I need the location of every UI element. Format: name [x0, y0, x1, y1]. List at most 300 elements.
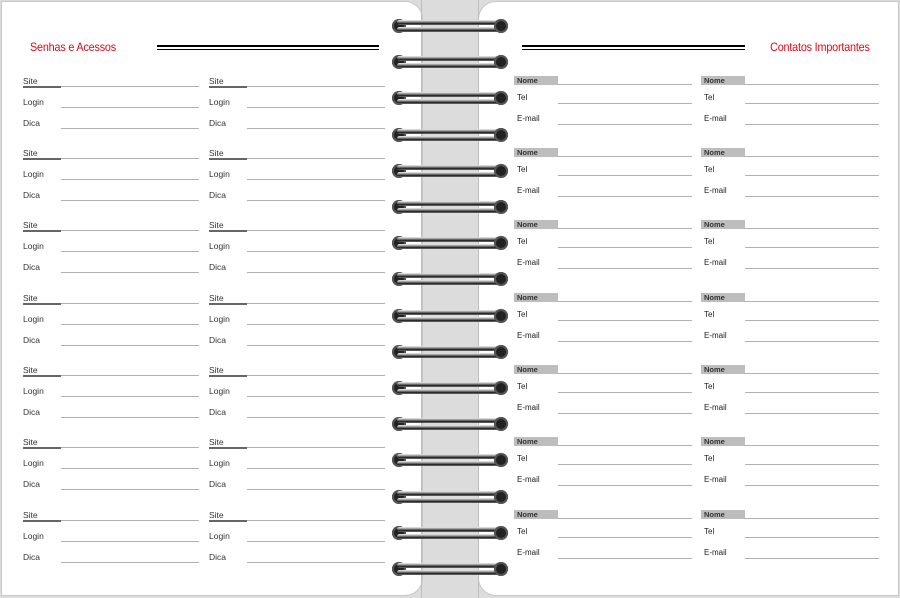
email-field[interactable]	[745, 268, 879, 269]
site-underline	[209, 158, 247, 160]
name-label: Nome	[701, 148, 745, 157]
phone-field[interactable]	[745, 103, 879, 104]
hint-field[interactable]	[61, 489, 199, 490]
email-field[interactable]	[745, 341, 879, 342]
ring-wire	[397, 201, 503, 206]
contact-entry	[701, 76, 879, 138]
name-label: Nome	[701, 220, 745, 229]
name-label: Nome	[701, 365, 745, 374]
hint-field[interactable]	[247, 417, 385, 418]
ring-hole	[494, 128, 508, 142]
phone-field[interactable]	[745, 392, 879, 393]
hint-row	[209, 262, 385, 276]
name-field[interactable]	[745, 301, 879, 302]
site-underline	[23, 303, 61, 305]
site-row	[23, 365, 199, 379]
spiral-ring	[392, 199, 508, 215]
spiral-ring	[392, 54, 508, 70]
phone-row	[514, 165, 692, 179]
hint-label: Dica	[209, 335, 227, 345]
phone-field[interactable]	[558, 392, 692, 393]
spiral-ring	[392, 235, 508, 251]
site-field[interactable]	[247, 158, 385, 159]
hint-row	[209, 335, 385, 349]
email-field[interactable]	[558, 196, 692, 197]
site-field[interactable]	[61, 520, 199, 521]
ring-wire	[397, 425, 503, 430]
email-row	[701, 331, 879, 345]
ring-wire	[397, 461, 503, 466]
email-field[interactable]	[558, 268, 692, 269]
email-label: E-mail	[517, 548, 540, 557]
spiral-ring	[392, 489, 508, 505]
site-label: Site	[209, 293, 224, 303]
login-field[interactable]	[247, 251, 385, 252]
name-field[interactable]	[558, 373, 692, 374]
spiral-ring	[392, 90, 508, 106]
phone-field[interactable]	[745, 247, 879, 248]
hint-row	[23, 479, 199, 493]
spiral-ring	[392, 525, 508, 541]
phone-label: Tel	[517, 382, 528, 391]
phone-label: Tel	[704, 527, 715, 536]
site-row	[23, 293, 199, 307]
login-field[interactable]	[247, 468, 385, 469]
email-label: E-mail	[517, 258, 540, 267]
login-row	[209, 458, 385, 472]
login-field[interactable]	[61, 324, 199, 325]
login-field[interactable]	[61, 541, 199, 542]
phone-row	[514, 382, 692, 396]
name-label: Nome	[514, 76, 558, 85]
ring-wire	[397, 63, 503, 68]
phone-field[interactable]	[558, 175, 692, 176]
ring-wire	[397, 99, 503, 104]
phone-row	[701, 237, 879, 251]
ring-wire	[397, 346, 503, 351]
name-label: Nome	[701, 76, 745, 85]
title-rule	[157, 45, 379, 50]
hint-field[interactable]	[247, 562, 385, 563]
spiral-ring	[392, 380, 508, 396]
ring-hole	[494, 55, 508, 69]
ring-wire	[397, 491, 503, 496]
phone-row	[514, 527, 692, 541]
site-row	[209, 76, 385, 90]
hint-field[interactable]	[247, 345, 385, 346]
site-field[interactable]	[247, 303, 385, 304]
site-label: Site	[23, 437, 38, 447]
email-field[interactable]	[558, 485, 692, 486]
contact-entry	[514, 220, 692, 282]
site-field[interactable]	[61, 303, 199, 304]
password-entry	[23, 76, 199, 138]
login-field[interactable]	[61, 468, 199, 469]
login-row	[23, 314, 199, 328]
contact-entry	[701, 220, 879, 282]
login-row	[209, 314, 385, 328]
site-label: Site	[209, 510, 224, 520]
login-row	[23, 386, 199, 400]
ring-hole	[494, 309, 508, 323]
hint-field[interactable]	[61, 272, 199, 273]
site-field[interactable]	[247, 520, 385, 521]
ring-wire	[397, 165, 503, 170]
password-entry	[209, 148, 385, 210]
phone-label: Tel	[517, 527, 528, 536]
site-field[interactable]	[247, 447, 385, 448]
spiral-ring	[392, 308, 508, 324]
site-row	[209, 293, 385, 307]
hint-row	[23, 335, 199, 349]
hint-field[interactable]	[247, 128, 385, 129]
login-row	[23, 97, 199, 111]
name-field[interactable]	[558, 518, 692, 519]
name-field[interactable]	[558, 84, 692, 85]
login-row	[209, 386, 385, 400]
site-row	[23, 220, 199, 234]
phone-label: Tel	[704, 237, 715, 246]
hint-row	[209, 479, 385, 493]
password-entry	[23, 437, 199, 499]
contact-entry	[514, 365, 692, 427]
name-field[interactable]	[558, 301, 692, 302]
email-field[interactable]	[558, 124, 692, 125]
site-label: Site	[23, 510, 38, 520]
hint-field[interactable]	[61, 200, 199, 201]
phone-row	[701, 382, 879, 396]
name-field[interactable]	[745, 518, 879, 519]
ring-wire	[397, 273, 503, 278]
login-label: Login	[209, 97, 230, 107]
site-underline	[209, 230, 247, 232]
phone-label: Tel	[517, 93, 528, 102]
site-label: Site	[209, 220, 224, 230]
name-label: Nome	[514, 510, 558, 519]
ring-wire	[397, 382, 503, 387]
right-page	[478, 1, 899, 596]
ring-hole	[494, 236, 508, 250]
email-row	[514, 331, 692, 345]
hint-field[interactable]	[247, 489, 385, 490]
login-label: Login	[23, 314, 44, 324]
hint-label: Dica	[23, 262, 41, 272]
hint-field[interactable]	[247, 200, 385, 201]
hint-field[interactable]	[61, 345, 199, 346]
email-label: E-mail	[517, 475, 540, 484]
password-entry	[23, 220, 199, 282]
name-field[interactable]	[558, 156, 692, 157]
login-field[interactable]	[247, 541, 385, 542]
site-label: Site	[23, 220, 38, 230]
login-row	[209, 531, 385, 545]
phone-field[interactable]	[558, 537, 692, 538]
login-row	[23, 241, 199, 255]
email-field[interactable]	[558, 558, 692, 559]
hint-label: Dica	[209, 118, 227, 128]
phone-label: Tel	[704, 310, 715, 319]
phone-field[interactable]	[558, 247, 692, 248]
name-label: Nome	[701, 293, 745, 302]
password-entry	[209, 76, 385, 138]
email-field[interactable]	[745, 124, 879, 125]
site-field[interactable]	[61, 230, 199, 231]
ring-wire	[397, 498, 503, 503]
phone-label: Tel	[704, 93, 715, 102]
site-field[interactable]	[61, 447, 199, 448]
title-rule	[522, 45, 745, 50]
password-entry	[209, 437, 385, 499]
hint-label: Dica	[23, 335, 41, 345]
email-label: E-mail	[704, 258, 727, 267]
site-field[interactable]	[61, 86, 199, 87]
ring-hole	[494, 381, 508, 395]
name-field[interactable]	[558, 445, 692, 446]
hint-label: Dica	[209, 190, 227, 200]
phone-row	[514, 93, 692, 107]
login-label: Login	[209, 458, 230, 468]
login-field[interactable]	[61, 107, 199, 108]
name-field[interactable]	[745, 373, 879, 374]
login-field[interactable]	[61, 396, 199, 397]
contact-entry	[514, 510, 692, 572]
login-field[interactable]	[61, 251, 199, 252]
name-field[interactable]	[745, 156, 879, 157]
login-label: Login	[209, 241, 230, 251]
site-underline	[209, 303, 247, 305]
ring-wire	[397, 454, 503, 459]
site-label: Site	[23, 365, 38, 375]
site-underline	[23, 375, 61, 377]
email-field[interactable]	[558, 413, 692, 414]
ring-wire	[397, 534, 503, 539]
hint-label: Dica	[23, 190, 41, 200]
name-field[interactable]	[558, 228, 692, 229]
email-label: E-mail	[704, 403, 727, 412]
ring-wire	[397, 353, 503, 358]
login-field[interactable]	[247, 324, 385, 325]
ring-wire	[397, 418, 503, 423]
contact-entry	[701, 510, 879, 572]
hint-field[interactable]	[61, 562, 199, 563]
email-field[interactable]	[745, 413, 879, 414]
name-field[interactable]	[745, 445, 879, 446]
ring-hole	[494, 345, 508, 359]
hint-label: Dica	[209, 479, 227, 489]
phone-field[interactable]	[558, 320, 692, 321]
login-field[interactable]	[247, 179, 385, 180]
site-label: Site	[209, 76, 224, 86]
name-field[interactable]	[745, 84, 879, 85]
phone-row	[701, 310, 879, 324]
login-row	[23, 531, 199, 545]
spiral-ring	[392, 163, 508, 179]
email-field[interactable]	[745, 558, 879, 559]
phone-field[interactable]	[745, 175, 879, 176]
spiral-ring	[392, 416, 508, 432]
site-underline	[23, 447, 61, 449]
login-label: Login	[23, 386, 44, 396]
ring-hole	[494, 562, 508, 576]
contact-entry	[514, 437, 692, 499]
hint-row	[23, 552, 199, 566]
email-label: E-mail	[704, 114, 727, 123]
ring-wire	[397, 563, 503, 568]
site-row	[23, 510, 199, 524]
left-page	[1, 1, 423, 596]
ring-wire	[397, 92, 503, 97]
phone-label: Tel	[704, 382, 715, 391]
email-row	[514, 548, 692, 562]
login-label: Login	[209, 386, 230, 396]
phone-field[interactable]	[745, 320, 879, 321]
phone-label: Tel	[517, 310, 528, 319]
site-field[interactable]	[61, 375, 199, 376]
ring-wire	[397, 208, 503, 213]
login-label: Login	[23, 241, 44, 251]
ring-wire	[397, 389, 503, 394]
login-row	[209, 169, 385, 183]
hint-label: Dica	[209, 407, 227, 417]
site-row	[23, 437, 199, 451]
ring-wire	[397, 280, 503, 285]
email-label: E-mail	[704, 475, 727, 484]
email-row	[701, 475, 879, 489]
hint-row	[23, 262, 199, 276]
login-field[interactable]	[61, 179, 199, 180]
hint-field[interactable]	[247, 272, 385, 273]
hint-row	[209, 190, 385, 204]
phone-label: Tel	[704, 454, 715, 463]
email-label: E-mail	[517, 331, 540, 340]
email-row	[701, 258, 879, 272]
contact-entry	[514, 76, 692, 138]
ring-hole	[494, 272, 508, 286]
site-field[interactable]	[247, 230, 385, 231]
password-entry	[23, 148, 199, 210]
email-label: E-mail	[517, 186, 540, 195]
password-entry	[209, 220, 385, 282]
login-field[interactable]	[247, 107, 385, 108]
phone-row	[701, 454, 879, 468]
name-field[interactable]	[745, 228, 879, 229]
spiral-ring	[392, 127, 508, 143]
login-row	[209, 97, 385, 111]
email-label: E-mail	[704, 548, 727, 557]
login-row	[209, 241, 385, 255]
email-row	[701, 403, 879, 417]
hint-label: Dica	[23, 407, 41, 417]
phone-label: Tel	[704, 165, 715, 174]
spiral-ring	[392, 18, 508, 34]
contact-entry	[701, 293, 879, 355]
ring-hole	[494, 164, 508, 178]
name-label: Nome	[514, 437, 558, 446]
site-row	[209, 365, 385, 379]
email-label: E-mail	[704, 186, 727, 195]
ring-hole	[494, 453, 508, 467]
email-row	[701, 186, 879, 200]
ring-wire	[397, 172, 503, 177]
ring-wire	[397, 527, 503, 532]
hint-label: Dica	[23, 552, 41, 562]
phone-field[interactable]	[745, 464, 879, 465]
site-label: Site	[23, 76, 38, 86]
site-field[interactable]	[247, 375, 385, 376]
ring-wire	[397, 56, 503, 61]
hint-row	[209, 552, 385, 566]
password-entry	[23, 510, 199, 572]
site-underline	[23, 158, 61, 160]
name-label: Nome	[514, 148, 558, 157]
spiral-ring	[392, 561, 508, 577]
email-field[interactable]	[745, 485, 879, 486]
hint-label: Dica	[23, 479, 41, 489]
login-label: Login	[23, 531, 44, 541]
phone-field[interactable]	[745, 537, 879, 538]
ring-hole	[494, 91, 508, 105]
email-label: E-mail	[517, 114, 540, 123]
site-underline	[209, 447, 247, 449]
name-label: Nome	[514, 293, 558, 302]
phone-field[interactable]	[558, 103, 692, 104]
site-field[interactable]	[61, 158, 199, 159]
phone-field[interactable]	[558, 464, 692, 465]
ring-wire	[397, 27, 503, 32]
hint-label: Dica	[209, 552, 227, 562]
contact-entry	[514, 293, 692, 355]
hint-row	[209, 118, 385, 132]
spiral-ring	[392, 452, 508, 468]
ring-wire	[397, 129, 503, 134]
spiral-ring	[392, 271, 508, 287]
hint-row	[23, 407, 199, 421]
email-field[interactable]	[558, 341, 692, 342]
email-label: E-mail	[517, 403, 540, 412]
contact-entry	[701, 365, 879, 427]
site-row	[209, 510, 385, 524]
login-row	[23, 169, 199, 183]
name-label: Nome	[701, 510, 745, 519]
hint-field[interactable]	[61, 128, 199, 129]
contact-entry	[701, 148, 879, 210]
login-label: Login	[209, 531, 230, 541]
site-underline	[23, 230, 61, 232]
password-entry	[23, 293, 199, 355]
site-underline	[209, 520, 247, 522]
password-entry	[209, 293, 385, 355]
login-label: Login	[23, 458, 44, 468]
ring-hole	[494, 417, 508, 431]
ring-wire	[397, 136, 503, 141]
site-field[interactable]	[247, 86, 385, 87]
ring-hole	[494, 19, 508, 33]
login-field[interactable]	[247, 396, 385, 397]
site-row	[23, 76, 199, 90]
email-row	[701, 114, 879, 128]
hint-row	[23, 190, 199, 204]
phone-row	[514, 237, 692, 251]
site-underline	[209, 375, 247, 377]
site-row	[209, 148, 385, 162]
phone-row	[701, 527, 879, 541]
site-label: Site	[209, 365, 224, 375]
phone-label: Tel	[517, 454, 528, 463]
email-field[interactable]	[745, 196, 879, 197]
email-row	[514, 186, 692, 200]
hint-field[interactable]	[61, 417, 199, 418]
password-entry	[23, 365, 199, 427]
